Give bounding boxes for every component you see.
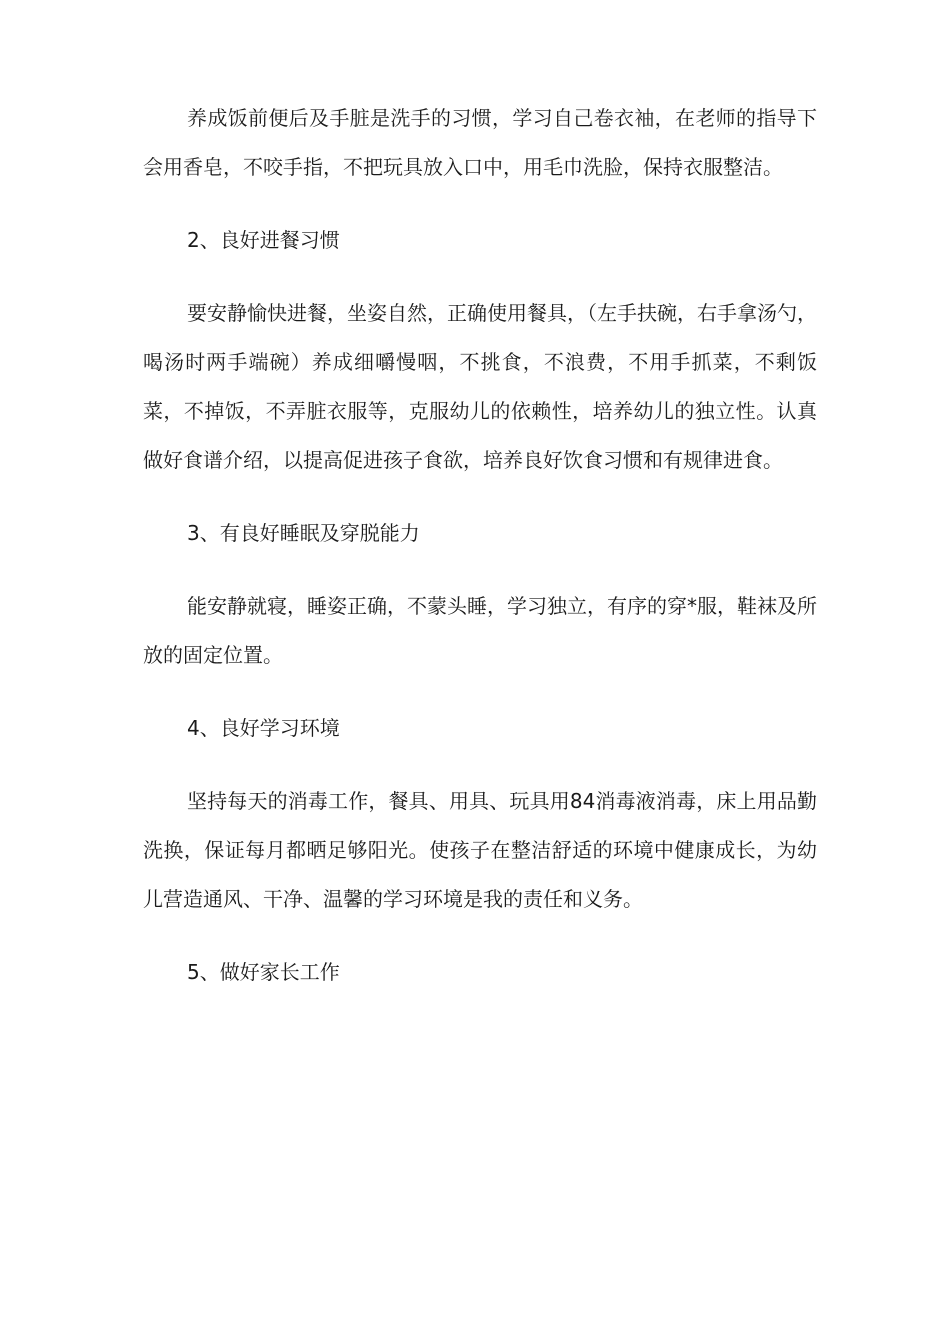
- paragraph-gap: [143, 753, 817, 777]
- paragraph-gap: [143, 680, 817, 704]
- paragraph-eating: 要安静愉快进餐，坐姿自然，正确使用餐具，（左手扶碗，右手拿汤勺，喝汤时两手端碗）养成细嚼慢咽，不挑食，不浪费，不用手抓菜，不剩饭菜，不掉饭，不弄脏衣服等，克服幼儿的依赖性，培养幼儿的独立性。认真做好食谱介绍，以提高促进孩子食欲，培养良好饮食习惯和有规律进食。: [143, 301, 817, 472]
- paragraph-environment: 坚持每天的消毒工作，餐具、用具、玩具用84消毒液消毒，床上用品勤洗换，保证每月都晒足够阳光。使孩子在整洁舒适的环境中健康成长，为幼儿营造通风、干净、温馨的学习环境是我的责任和义务。: [143, 789, 817, 911]
- paragraph-gap: [143, 558, 817, 582]
- paragraph-handwashing: 养成饭前便后及手脏是洗手的习惯，学习自己卷衣袖，在老师的指导下会用香皂，不咬手指，不把玩具放入口中，用毛巾洗脸，保持衣服整洁。: [143, 106, 817, 179]
- paragraph-gap: [143, 485, 817, 509]
- document-body: [143, 94, 817, 997]
- heading-sleep-dressing: 3、有良好睡眠及穿脱能力: [187, 521, 420, 545]
- paragraph-gap: [143, 265, 817, 289]
- heading-learning-environment: 4、良好学习环境: [187, 716, 340, 740]
- paragraph-sleep: 能安静就寝，睡姿正确，不蒙头睡，学习独立，有序的穿*服，鞋袜及所放的固定位置。: [143, 594, 817, 667]
- heading-eating-habits: 2、良好进餐习惯: [187, 228, 340, 252]
- heading-parent-work: 5、做好家长工作: [187, 960, 340, 984]
- paragraph-gap: [143, 192, 817, 216]
- paragraph-gap: [143, 924, 817, 948]
